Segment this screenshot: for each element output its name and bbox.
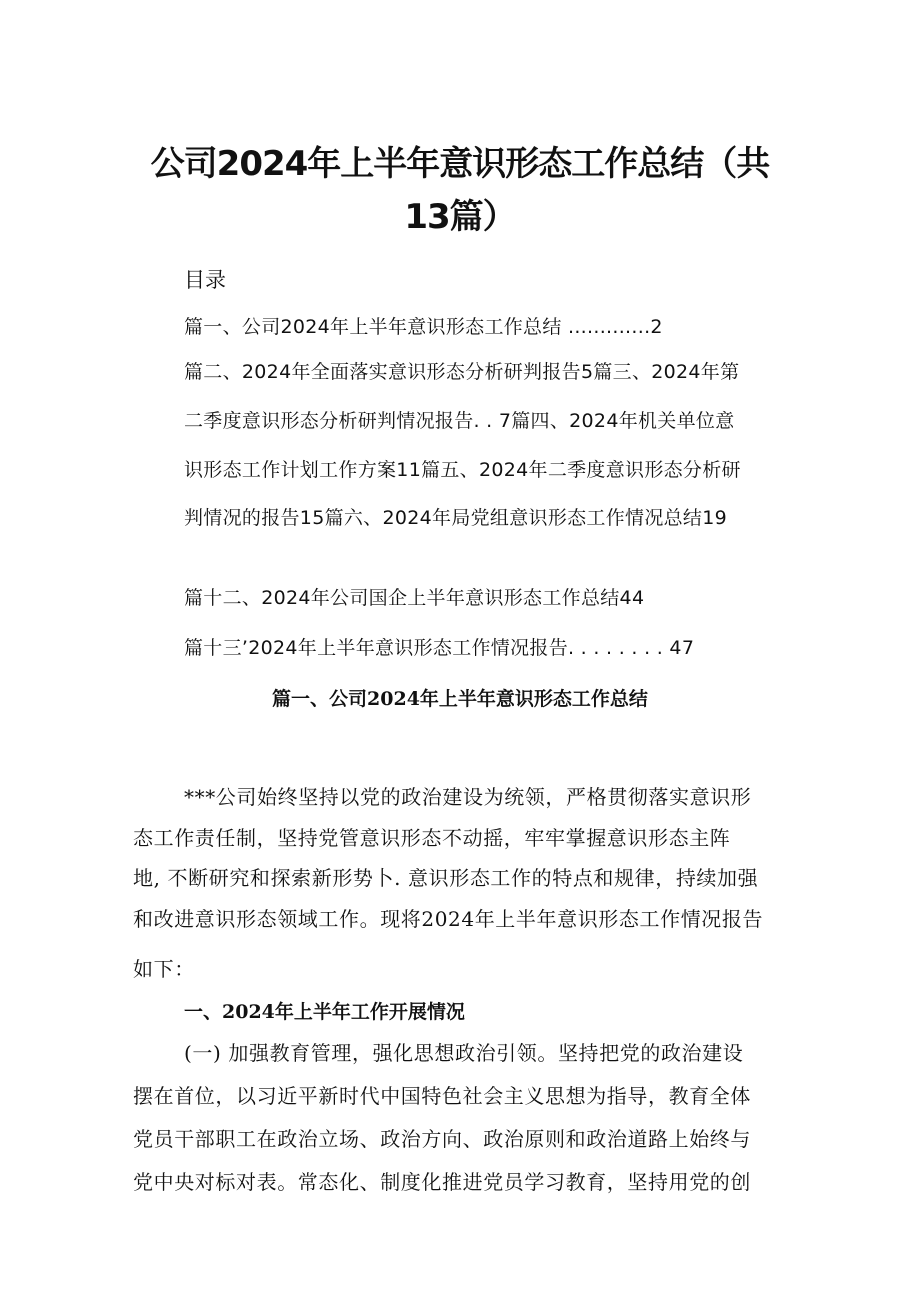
document-title-line-2: 13篇） <box>404 197 516 237</box>
toc-label: 目录 <box>184 268 226 292</box>
toc-line: 识形态工作计划工作方案11篇五、2024年二季度意识形态分析研 <box>184 459 741 481</box>
paragraph-line: 摆在首位，以习近平新时代中国特色社会主义思想为指导，教育全体 <box>133 1084 751 1108</box>
paragraph-line: 党员干部职工在政治立场、政治方向、政治原则和政治道路上始终与 <box>133 1127 751 1151</box>
toc-line: 篇二、2024年全面落实意识形态分析研判报告5篇三、2024年第 <box>184 361 740 383</box>
intro-line: 地, 不断研究和探索新形势卜. 意识形态工作的特点和规律，持续加强 <box>133 866 759 890</box>
document-title-line-1: 公司2024年上半年意识形态工作总结（共 <box>150 144 770 184</box>
section-heading: 篇一、公司2024年上半年意识形态工作总结 <box>272 688 648 710</box>
toc-line: 篇十二、2024年公司国企上半年意识形态工作总结44 <box>184 587 645 609</box>
toc-line: 二季度意识形态分析研判情况报告. . 7篇四、2024年机关单位意 <box>184 410 735 432</box>
toc-line: 判情况的报告15篇六、2024年局党组意识形态工作情况总结19 <box>184 507 728 529</box>
toc-line: 篇十三’2024年上半年意识形态工作情况报告. . . . . . . . 47 <box>184 637 695 659</box>
paragraph-line: 党中央对标对表。常态化、制度化推进党员学习教育，坚持用党的创 <box>133 1170 751 1194</box>
subheading: 一、2024年上半年工作开展情况 <box>184 1001 465 1023</box>
intro-line: 如下： <box>133 957 195 981</box>
intro-line: 和改进意识形态领域工作。现将2024年上半年意识形态工作情况报告 <box>133 907 764 931</box>
paragraph-line: (一) 加强教育管理，强化思想政治引领。坚持把党的政治建设 <box>184 1041 744 1065</box>
intro-line: 态工作责任制，坚持党管意识形态不动摇，牢牢掌握意识形态主阵 <box>133 826 731 850</box>
intro-line: ***公司始终坚持以党的政治建设为统领，严格贯彻落实意识形 <box>184 785 752 809</box>
toc-line: 篇一、公司2024年上半年意识形态工作总结 .............2 <box>184 316 663 338</box>
